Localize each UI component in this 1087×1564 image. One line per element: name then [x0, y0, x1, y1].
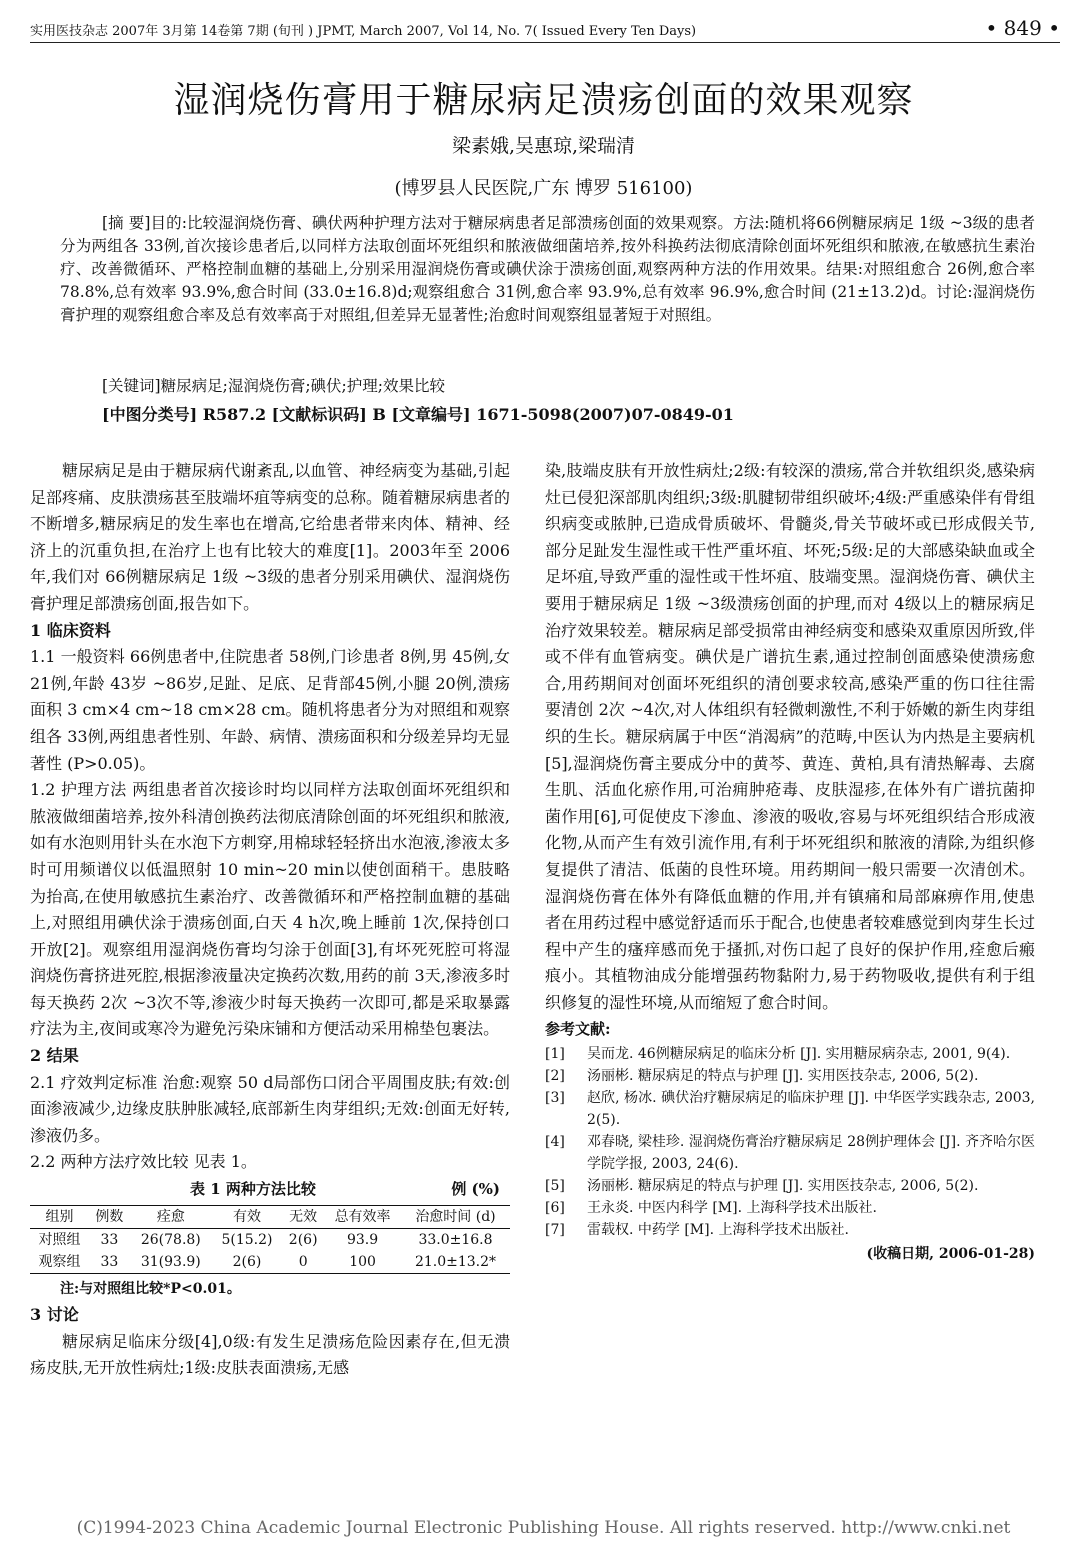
reference-item: [545, 1065, 1035, 1087]
reference-number: [5]: [545, 1178, 565, 1195]
received-date: (收稿日期, 2006-01-28): [866, 1246, 1035, 1263]
results-table: [30, 1205, 510, 1274]
reference-item: [545, 1219, 1035, 1241]
reference-text: 赵欣, 杨冰. 碘伏治疗糖尿病足的临床护理 [J]. 中华医学实践杂志, 2003, 2(5).: [587, 1090, 1035, 1129]
section-heading-3: 3 讨论: [30, 1305, 79, 1325]
table-note: 注:与对照组比较*P<0.01。: [60, 1280, 241, 1297]
reference-text: 王永炎. 中医内科学 [M]. 上海科学技术出版社.: [587, 1200, 877, 1217]
table-header-cell: 痊愈: [130, 1205, 212, 1228]
paragraph-2-1: 2.1 疗效判定标准 治愈:观察 50 d局部伤口闭合平周围皮肤;有效:创面渗液减少,边缘皮肤肿胀减轻,底部新生肉芽组织;无效:创面无好转,渗液仍多。: [30, 1072, 510, 1145]
reference-item: [545, 1043, 1035, 1065]
journal-info: 实用医技杂志 2007年 3月第 14卷第 7期 (旬刊 ) JPMT, March 2007, Vol 14, No. 7( Issued Every Ten Days): [30, 24, 697, 39]
reference-number: [3]: [545, 1090, 565, 1107]
table-header-cell: 有效: [212, 1205, 282, 1228]
reference-text: 汤丽彬. 糖尿病足的特点与护理 [J]. 实用医技杂志, 2006, 5(2).: [587, 1178, 979, 1195]
table-cell: 5(15.2): [212, 1228, 282, 1251]
references-title: 参考文献:: [545, 1020, 611, 1039]
affiliation: (博罗县人民医院,广东 博罗 516100): [394, 178, 693, 199]
table-row: [30, 1251, 510, 1274]
reference-list: [545, 1043, 1035, 1241]
table-cell: 2(6): [212, 1251, 282, 1274]
copyright-footer: (C)1994-2023 China Academic Journal Electronic Publishing House. All rights reserved. http://www.cnki.net: [76, 1518, 1011, 1538]
discussion-paragraph: 糖尿病足临床分级[4],0级:有发生足溃疡危险因素存在,但无溃疡皮肤,无开放性病灶;1级:皮肤表面溃疡,无感: [30, 1331, 510, 1378]
table-header-cell: 无效: [282, 1205, 324, 1228]
table-header-row: [30, 1205, 510, 1228]
reference-number: [2]: [545, 1068, 565, 1085]
table-cell: 观察组: [30, 1251, 89, 1274]
table-unit: 例 (%): [451, 1180, 500, 1199]
table-cell: 21.0±13.2*: [401, 1251, 510, 1274]
intro-paragraph: 糖尿病足是由于糖尿病代谢紊乱,以血管、神经病变为基础,引起足部疼痛、皮肤溃疡甚至肢端坏疽等病变的总称。随着糖尿病患者的不断增多,糖尿病足的发生率也在增高,它给患者带来肉体、精神、经济上的沉重负担,在治疗上也有比较大的难度[1]。2003年至 2006年,我们对 66例糖尿病足 1级 ~3级的患者分别采用碘伏、湿润烧伤膏护理足部溃疡创面,报告如下。: [30, 461, 511, 613]
reference-item: [545, 1131, 1035, 1175]
keywords: [102, 374, 445, 396]
right-column: [545, 458, 1035, 1268]
reference-number: [4]: [545, 1134, 565, 1151]
table-cell: 31(93.9): [130, 1251, 212, 1274]
abstract-label: [摘 要]: [102, 214, 151, 232]
table-header-cell: 总有效率: [324, 1205, 401, 1228]
reference-number: [6]: [545, 1200, 565, 1217]
table-cell: 0: [282, 1251, 324, 1274]
table-title: 表 1 两种方法比较: [190, 1180, 316, 1199]
table-cell: 33: [89, 1251, 130, 1274]
discussion-continued: 染,肢端皮肤有开放性病灶;2级:有较深的溃疡,常合并软组织炎,感染病灶已侵犯深部肌肉组织;3级:肌腱韧带组织破坏;4级:严重感染伴有骨组织病变或脓肿,已造成骨质破坏、骨髓炎,骨关节破坏或已形成假关节,部分足趾发生湿性或干性严重坏疽、坏死;5级:足的大部感染缺血或全足坏疽,导致严重的湿性或干性坏疽、肢端变黑。湿润烧伤膏、碘伏主要用于糖尿病足 1级 ~3级溃疡创面的护理,而对 4级以上的糖尿病足治疗效果较差。糖尿病足部受损常由神经病变和感染双重原因所致,伴或不伴有血管病变。碘伏是广谱抗生素,通过控制创面感染使溃疡愈合,用药期间对创面坏死组织的清创要求较高,感染严重的伤口往往需要清创 2次 ~4次,对人体组织有轻微刺激性,不利于娇嫩的新生肉芽组织的生长。糖尿病属于中医“消渴病”的范畴,中医认为内热是主要病机[5],湿润烧伤膏主要成分中的黄芩、黄连、黄柏,具有清热解毒、去腐生肌、活血化瘀作用,可治痈肿疮毒、皮肤湿疹,在体外有广谱抗菌抑菌作用[6],可促使皮下渗血、渗液的吸收,容易与坏死组织结合形成液化物,从而产生有效引流作用,有利于坏死组织和脓液的清除,为组织修复提供了清洁、低菌的良性环境。用药期间一般只需要一次清创术。湿润烧伤膏在体外有降低血糖的作用,并有镇痛和局部麻痹作用,使患者在用药过程中感觉舒适而乐于配合,也使患者较难感觉到肉芽生长过程中产生的瘙痒感而免于搔抓,对伤口起了良好的保护作用,痊愈后瘢痕小。其植物油成分能增强药物黏附力,易于药物吸收,提供有利于组织修复的湿性环境,从而缩短了愈合时间。: [545, 461, 1035, 1012]
table-cell: 2(6): [282, 1228, 324, 1251]
table-cell: 对照组: [30, 1228, 89, 1251]
table-cell: 33: [89, 1228, 130, 1251]
keywords-text: 糖尿病足;湿润烧伤膏;碘伏;护理;效果比较: [160, 377, 445, 395]
reference-number: [1]: [545, 1046, 565, 1063]
authors: 梁素娥,吴惠琼,梁瑞清: [451, 135, 636, 157]
table-header-cell: 治愈时间 (d): [401, 1205, 510, 1228]
table-header-cell: 组别: [30, 1205, 89, 1228]
paragraph-1-2: 1.2 护理方法 两组患者首次接诊时均以同样方法取创面坏死组织和脓液做细菌培养,按外科清创换药法彻底清除创面的坏死组织和脓液,如有水泡则用针头在水泡下方刺穿,用棉球轻轻挤出水泡液,渗液太多时可用频谱仪以低温照射 10 min~20 min以使创面稍干。患肢略为抬高,在使用敏感抗生素治疗、改善微循环和严格控制血糖的基础上,对照组用碘伏涂于溃疡创面,白天 4 h次,晚上睡前 1次,保持创口开放[2]。观察组用湿润烧伤膏均匀涂于创面[3],有坏死死腔可将湿润烧伤膏挤进死腔,根据渗液量决定换药次数,用药的前 3天,渗液多时每天换药 2次 ~3次不等,渗液少时每天换药一次即可,都是采取暴露疗法为主,夜间或寒冷为避免污染床铺和方便活动采用棉垫包裹法。: [30, 780, 510, 1039]
table-cell: 33.0±16.8: [401, 1228, 510, 1251]
table-header-cell: 例数: [89, 1205, 130, 1228]
reference-text: 邓春晓, 梁桂珍. 湿润烧伤膏治疗糖尿病足 28例护理体会 [J]. 齐齐哈尔医学院学报, 2003, 24(6).: [587, 1134, 1035, 1173]
reference-text: 汤丽彬. 糖尿病足的特点与护理 [J]. 实用医技杂志, 2006, 5(2).: [587, 1068, 979, 1085]
left-column: [30, 458, 510, 1382]
reference-item: [545, 1175, 1035, 1197]
reference-item: [545, 1197, 1035, 1219]
table-cell: 26(78.8): [130, 1228, 212, 1251]
reference-text: 雷载权. 中药学 [M]. 上海科学技术出版社.: [587, 1222, 849, 1239]
reference-number: [7]: [545, 1222, 565, 1239]
abstract: [60, 212, 1035, 327]
classification-line: [中图分类号] R587.2 [文献标识码] B [文章编号] 1671-5098(2007)07-0849-01: [102, 405, 734, 424]
paragraph-2-2: 2.2 两种方法疗效比较 见表 1。: [30, 1152, 257, 1172]
paragraph-1-1: 1.1 一般资料 66例患者中,住院患者 58例,门诊患者 8例,男 45例,女 21例,年龄 43岁 ~86岁,足趾、足底、足背部45例,小腿 20例,溃疡面积 3 cm×4 cm~18 cm×28 cm。随机将患者分为对照组和观察组各 33例,两组患者性别、年龄、病情、溃疡面积和分级差异均无显著性 (P>0.05)。: [30, 647, 510, 773]
reference-text: 吴而龙. 46例糖尿病足的临床分析 [J]. 实用糖尿病杂志, 2001, 9(4).: [587, 1046, 1011, 1063]
page-number: • 849 •: [985, 16, 1060, 40]
table-cell: 93.9: [324, 1228, 401, 1251]
running-header: [30, 16, 1060, 43]
reference-item: [545, 1087, 1035, 1131]
table-caption: [30, 1176, 510, 1203]
section-heading-2: 2 结果: [30, 1046, 79, 1066]
abstract-text: 目的:比较湿润烧伤膏、碘伏两种护理方法对于糖尿病患者足部溃疡创面的效果观察。方法:随机将66例糖尿病足 1级 ~3级的患者分为两组各 33例,首次接诊患者后,以同样方法取创面坏死组织和脓液做细菌培养,按外科换药法彻底清除创面坏死组织和脓液,在敏感抗生素治疗、改善微循环、严格控制血糖的基础上,分别采用湿润烧伤膏或碘伏涂于溃疡创面,观察两种方法的作用效果。结果:对照组愈合 26例,愈合率 78.8%,总有效率 93.9%,愈合时间 (33.0±16.8)d;观察组愈合 31例,愈合率 93.9%,总有效率 96.9%,愈合时间 (21±13.2)d。讨论:湿润烧伤膏护理的观察组愈合率及总有效率高于对照组,但差异无显著性;治愈时间观察组显著短于对照组。: [60, 214, 1035, 324]
section-heading-1: 1 临床资料: [30, 620, 111, 640]
table-row: [30, 1228, 510, 1251]
table-cell: 100: [324, 1251, 401, 1274]
keywords-label: [关键词]: [102, 377, 161, 395]
article-title: 湿润烧伤膏用于糖尿病足溃疡创面的效果观察: [173, 80, 914, 121]
